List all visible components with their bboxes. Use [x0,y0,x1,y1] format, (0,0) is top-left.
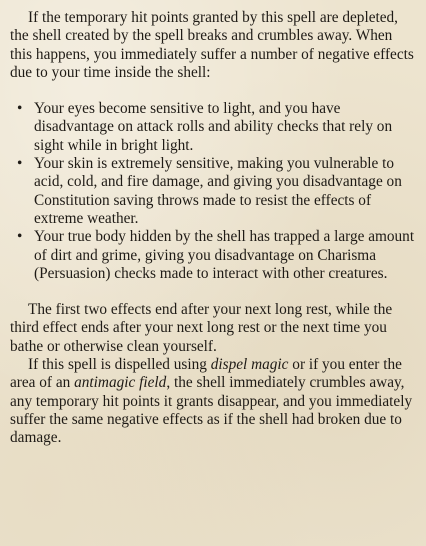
list-item [10,155,416,228]
bullet-glyph: • [17,100,23,118]
spell-name-dispel-magic: dispel magic [210,356,289,374]
list-item-text: Your true body hidden by the shell has trapped a large amount of dirt and grime, giving you disadvantage on Charisma (Persuasion) checks made to interact with other creatures. [34,228,415,282]
dispel-paragraph [10,356,416,447]
effects-list [10,100,416,283]
bullet-glyph: • [17,155,23,173]
list-item-text: Your eyes become sensitive to light, and you have disadvantage on attack rolls and ability checks that rely on sight while in bright light. [34,100,393,154]
list-item-text: Your skin is extremely sensitive, making you vulnerable to acid, cold, and fire damage, and giving you disadvantage on Constitution saving throws made to resist the effects of extreme weather. [34,155,402,227]
bullet-glyph: • [17,228,23,246]
list-item [10,100,416,155]
list-item [10,228,416,283]
dispel-text-2: or if you enter the area of an [10,356,402,392]
dispel-text-3: , the shell immediately crumbles away, any temporary hit points it grants disappear, and you immediately suffer the same negative effects as if the shell had broken due to damage. [10,374,413,447]
dispel-text-1: If this spell is dispelled using [28,356,211,374]
intro-paragraph: If the temporary hit points granted by this spell are depleted, the shell created by the spell breaks and crumbles away. When this happens, you immediately suffer a number of negative effects due to your time inside the shell: [10,9,414,81]
effects-end-paragraph: The first two effects end after your next long rest, while the third effect ends after your next long rest or the next time you bathe or otherwise clean yourself. [10,301,393,355]
spell-name-antimagic-field: antimagic field [74,374,167,392]
